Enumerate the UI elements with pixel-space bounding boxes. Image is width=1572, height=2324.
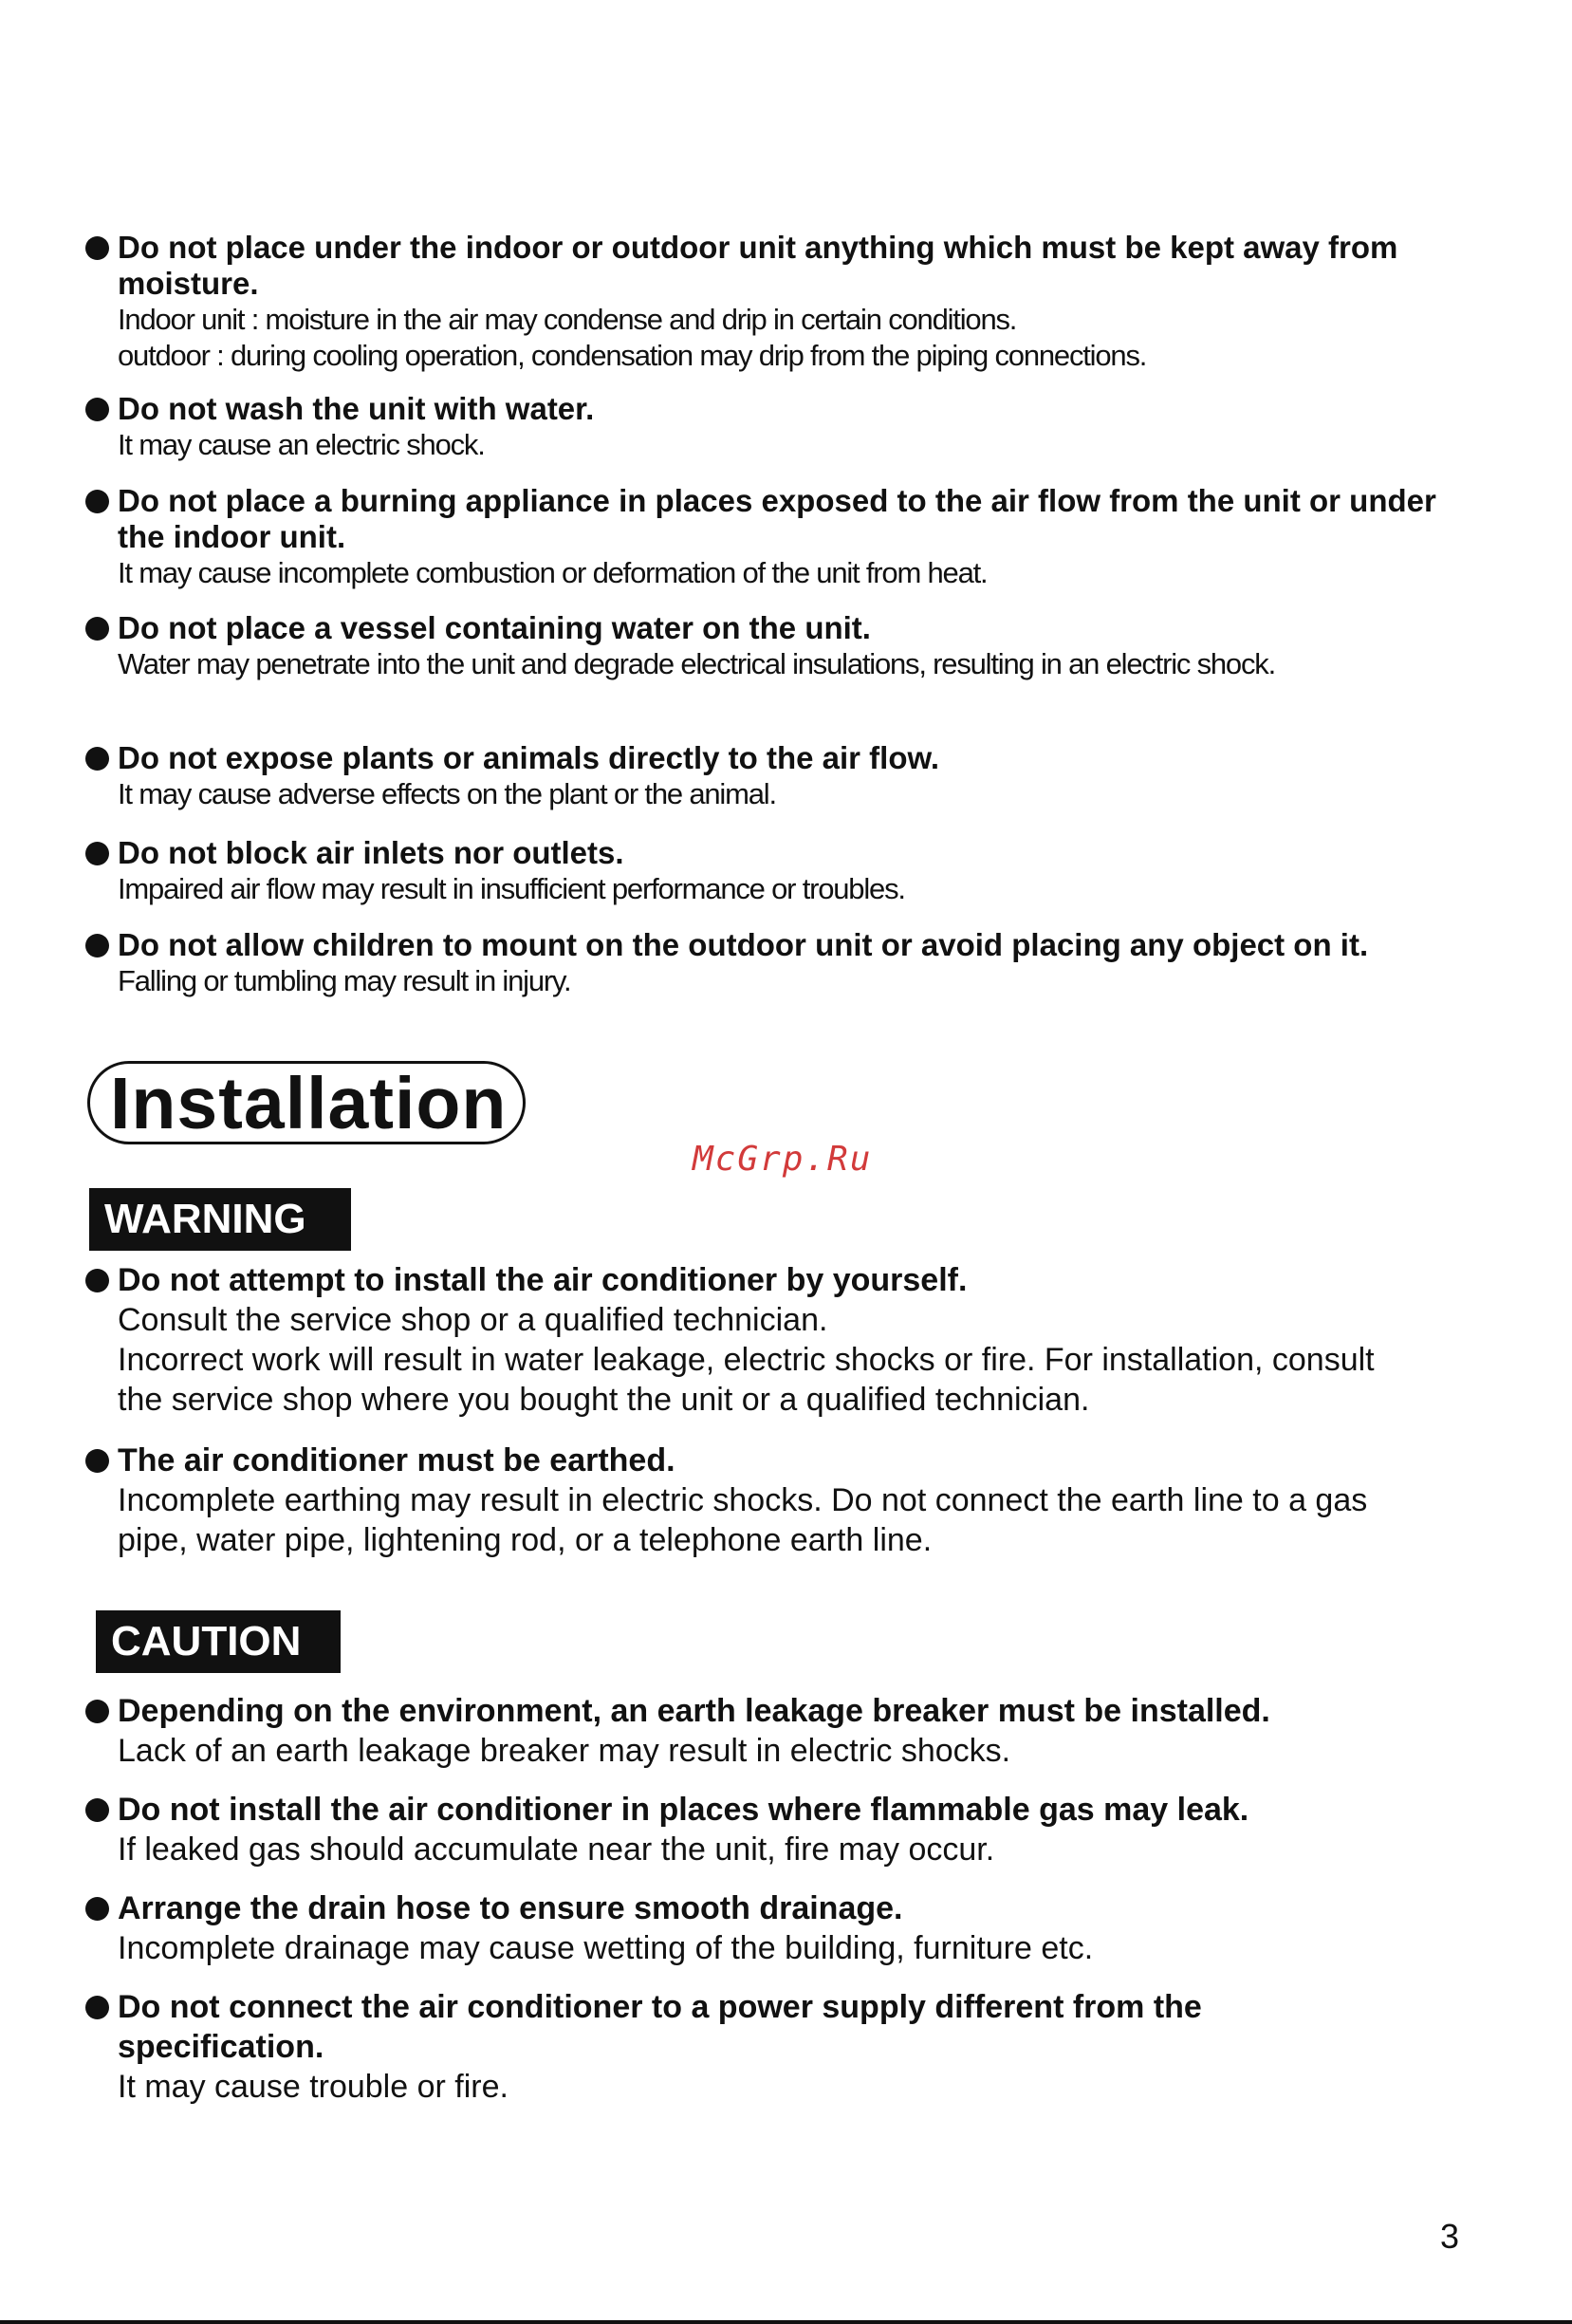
item-body-line: outdoor : during cooling operation, condensation may drip from the piping connections. [118,339,1147,372]
bullet-icon [85,617,109,641]
caution-item-leakage-breaker [85,1691,1470,1771]
item-body-line: Incomplete drainage may cause wetting of the building, furniture etc. [118,1930,1094,1966]
bullet-icon [85,1269,109,1292]
item-title: Do not block air inlets nor outlets. [118,835,624,870]
item-body-line: It may cause incomplete combustion or deformation of the unit from heat. [118,556,988,589]
item-body-line: Lack of an earth leakage breaker may result in electric shocks. [118,1733,1011,1769]
item-body-line: Water may penetrate into the unit and degrade electrical insulations, resulting in an electric shock. [118,647,1275,680]
item-body-line: It may cause trouble or fire. [118,2069,509,2105]
item-title: Do not connect the air conditioner to a power supply different from the specification. [118,1989,1202,2065]
bullet-icon [85,490,109,513]
item-body-line: It may cause an electric shock. [118,428,485,461]
item-title: Do not install the air conditioner in places where flammable gas may leak. [118,1792,1249,1828]
caution-item-drain-hose [85,1888,1470,1968]
bullet-icon [85,1897,109,1921]
caution-label: CAUTION [96,1610,341,1673]
item-title: Do not place a vessel containing water on the unit. [118,610,871,645]
bullet-icon [85,934,109,957]
item-body-line: Falling or tumbling may result in injury. [118,964,571,997]
safety-item-children [85,927,1470,999]
caution-item-power-supply [85,1987,1470,2107]
item-body-line: Incomplete earthing may result in electric shocks. Do not connect the earth line to a gas pipe, water pipe, lightening rod, or a telephone earth line. [118,1482,1368,1558]
bullet-icon [85,1996,109,2019]
item-title: Do not expose plants or animals directly to the air flow. [118,740,940,775]
bullet-icon [85,398,109,421]
safety-item-plants-animals [85,740,1470,812]
item-title: The air conditioner must be earthed. [118,1442,675,1478]
item-title: Do not wash the unit with water. [118,391,595,426]
bottom-rule [0,2320,1572,2324]
installation-heading: Installation [110,1063,508,1144]
warning-label: WARNING [89,1188,351,1251]
item-body-line: If leaked gas should accumulate near the unit, fire may occur. [118,1831,995,1868]
warning-item-self-install [85,1260,1470,1420]
item-body-line: It may cause adverse effects on the plant or the animal. [118,777,776,810]
item-title: Do not place under the indoor or outdoor unit anything which must be kept away from moisture. [118,230,1398,301]
bullet-icon [85,1449,109,1473]
item-body-line: Indoor unit : moisture in the air may condense and drip in certain conditions. [118,303,1017,336]
bullet-icon [85,747,109,771]
item-title: Do not place a burning appliance in places exposed to the air flow from the unit or under the indoor unit. [118,483,1436,554]
bullet-icon [85,1798,109,1822]
item-body-line: Consult the service shop or a qualified technician. [118,1302,828,1338]
watermark: McGrp.Ru [693,1140,873,1179]
bullet-icon [85,236,109,260]
item-title: Do not attempt to install the air conditioner by yourself. [118,1262,968,1298]
page-number: 3 [1440,2217,1460,2256]
item-title: Depending on the environment, an earth leakage breaker must be installed. [118,1693,1270,1729]
safety-item-moisture [85,230,1470,374]
safety-item-vessel [85,610,1470,682]
item-title: Arrange the drain hose to ensure smooth drainage. [118,1890,903,1926]
item-title: Do not allow children to mount on the outdoor unit or avoid placing any object on it. [118,927,1369,962]
bullet-icon [85,1700,109,1723]
item-body-line: Impaired air flow may result in insufficient performance or troubles. [118,872,905,905]
bullet-icon [85,842,109,865]
caution-item-flammable-gas [85,1790,1470,1869]
item-body-line: Incorrect work will result in water leakage, electric shocks or fire. For installation, consult the service shop where you bought the unit or a qualified technician. [118,1342,1375,1418]
safety-item-wash [85,391,1470,463]
safety-item-burning-appliance [85,483,1470,591]
warning-item-earthed [85,1441,1470,1560]
safety-item-air-inlets [85,835,1470,907]
